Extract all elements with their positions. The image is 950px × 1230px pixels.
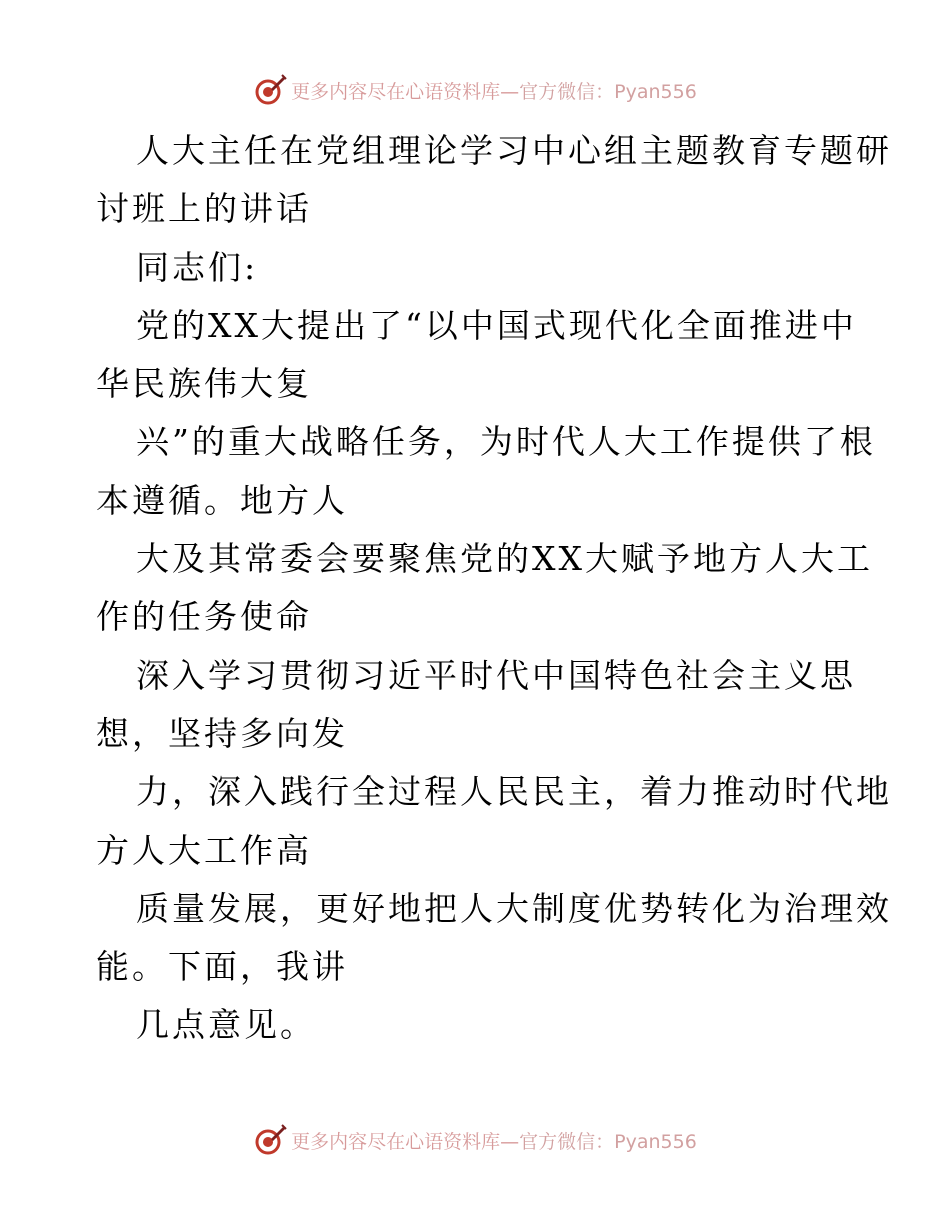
paragraph-line: 想，坚持多向发 (96, 713, 348, 753)
paragraph-line: 方人大工作高 (96, 830, 312, 870)
header-banner-wechat: 官方微信：Pyan556 (519, 80, 697, 103)
footer-banner-wechat: 官方微信：Pyan556 (519, 1130, 697, 1153)
paragraph-line: 本遵循。地方人 (96, 480, 348, 520)
salutation: 同志们: (136, 247, 259, 287)
paragraph-line: 质量发展，更好地把人大制度优势转化为治理效 (136, 888, 892, 928)
paragraph-line: 力，深入践行全过程人民民主，着力推动时代地 (136, 772, 892, 812)
paragraph-line: 能。下面，我讲 (96, 947, 348, 987)
paragraph-line: 党的XX大提出了“以中国式现代化全面推进中 (136, 305, 857, 345)
header-banner-text (291, 77, 697, 104)
paragraph-line: 兴”的重大战略任务，为时代人大工作提供了根 (136, 422, 876, 462)
paragraph-line: 华民族伟大复 (96, 364, 312, 404)
footer-banner (0, 1120, 950, 1160)
paragraph-line: 深入学习贯彻习近平时代中国特色社会主义思 (136, 655, 856, 695)
pen-seal-logo-icon (253, 73, 287, 107)
title-line-1: 人大主任在党组理论学习中心组主题教育专题研 (136, 131, 892, 170)
paragraph-line: 作的任务使命 (96, 597, 312, 637)
title-line-2: 讨班上的讲话 (96, 189, 312, 229)
header-banner (0, 70, 950, 110)
footer-banner-text (291, 1127, 697, 1154)
paragraph-line: 几点意见。 (136, 1005, 316, 1045)
pen-seal-logo-icon (253, 1123, 287, 1157)
header-banner-site: 更多内容尽在心语资料库— (291, 80, 520, 103)
document-body (96, 122, 892, 1055)
paragraph-line: 大及其常委会要聚焦党的XX大赋予地方人大工 (136, 539, 873, 579)
footer-banner-site: 更多内容尽在心语资料库— (291, 1130, 520, 1153)
